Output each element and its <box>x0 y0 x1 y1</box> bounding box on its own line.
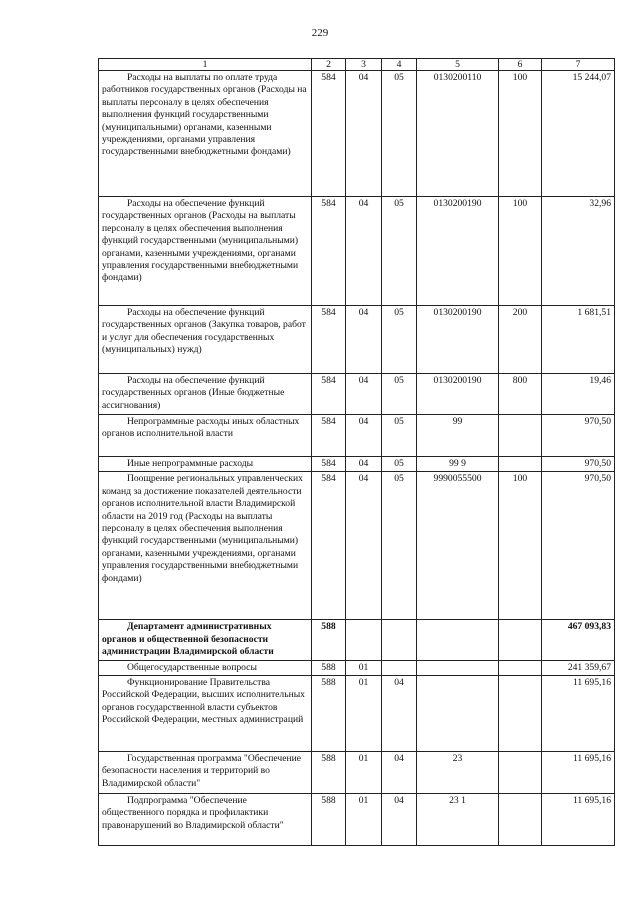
row-section: 04 <box>346 71 382 197</box>
row-subsection: 04 <box>382 676 417 752</box>
row-amount: 970,50 <box>542 472 615 620</box>
row-expense-type <box>499 457 542 472</box>
row-target-article <box>417 676 499 752</box>
row-name: Функционирование Правительства Российской Федерации, высших исполнительных органов государственной власти субъектов Российской Федерации, местных администраций <box>99 676 312 752</box>
row-subsection: 05 <box>382 374 417 415</box>
row-target-article: 9990055500 <box>417 472 499 620</box>
column-number-header: 3 <box>346 59 382 71</box>
table-row <box>99 752 615 794</box>
row-subsection: 05 <box>382 306 417 374</box>
row-target-article: 23 1 <box>417 794 499 846</box>
row-expense-type: 100 <box>499 472 542 620</box>
column-number-header: 4 <box>382 59 417 71</box>
row-name: Департамент административных органов и общественной безопасности администрации Владимирской области <box>99 620 312 660</box>
row-target-article: 0130200190 <box>417 197 499 306</box>
column-number-header: 2 <box>312 59 346 71</box>
row-section: 04 <box>346 472 382 620</box>
row-name: Общегосударственные вопросы <box>99 660 312 675</box>
row-subsection: 05 <box>382 197 417 306</box>
row-amount: 32,96 <box>542 197 615 306</box>
row-expense-type: 100 <box>499 71 542 197</box>
table-row <box>99 197 615 306</box>
row-expense-type <box>499 660 542 675</box>
table-row <box>99 306 615 374</box>
table-row <box>99 794 615 846</box>
row-expense-type: 200 <box>499 306 542 374</box>
row-name: Поощрение региональных управленческих команд за достижение показателей деятельности органов исполнительной власти Владимирской области на 2019 год (Расходы на выплаты персоналу в целях обеспечения выполнения функций государственными (муниципальными) органами, казенными учреждениями, органами управления государственными внебюджетными фондами) <box>99 472 312 620</box>
row-department-code: 588 <box>312 752 346 794</box>
column-number-header: 1 <box>99 59 312 71</box>
row-expense-type <box>499 415 542 457</box>
row-subsection: 05 <box>382 415 417 457</box>
column-number-header: 6 <box>499 59 542 71</box>
row-name: Расходы на выплаты по оплате труда работников государственных органов (Расходы на выплаты персоналу в целях обеспечения выполнения функций государственными (муниципальными) органами, казенными учреждениями, органами управления государственными внебюджетными фондами) <box>99 71 312 197</box>
row-name: Иные непрограммные расходы <box>99 457 312 472</box>
row-target-article: 0130200110 <box>417 71 499 197</box>
row-department-code: 584 <box>312 374 346 415</box>
row-department-code: 588 <box>312 676 346 752</box>
row-target-article <box>417 660 499 675</box>
row-amount: 11 695,16 <box>542 794 615 846</box>
table-row <box>99 676 615 752</box>
row-subsection: 04 <box>382 752 417 794</box>
row-target-article: 23 <box>417 752 499 794</box>
row-amount: 11 695,16 <box>542 752 615 794</box>
budget-table <box>98 58 615 846</box>
row-section: 04 <box>346 374 382 415</box>
table-row <box>99 415 615 457</box>
row-target-article: 0130200190 <box>417 306 499 374</box>
row-department-code: 584 <box>312 71 346 197</box>
row-section: 04 <box>346 457 382 472</box>
row-target-article: 99 <box>417 415 499 457</box>
row-expense-type <box>499 676 542 752</box>
row-department-code: 584 <box>312 306 346 374</box>
row-amount: 15 244,07 <box>542 71 615 197</box>
row-section: 04 <box>346 415 382 457</box>
row-section: 01 <box>346 794 382 846</box>
row-subsection: 05 <box>382 457 417 472</box>
row-amount: 970,50 <box>542 415 615 457</box>
row-amount: 1 681,51 <box>542 306 615 374</box>
table-row <box>99 472 615 620</box>
row-section <box>346 620 382 660</box>
row-subsection: 05 <box>382 71 417 197</box>
table-row <box>99 457 615 472</box>
row-section: 01 <box>346 660 382 675</box>
row-department-code: 584 <box>312 197 346 306</box>
row-section: 01 <box>346 676 382 752</box>
row-expense-type: 800 <box>499 374 542 415</box>
row-department-code: 588 <box>312 660 346 675</box>
row-department-code: 584 <box>312 415 346 457</box>
row-subsection: 05 <box>382 472 417 620</box>
row-target-article <box>417 620 499 660</box>
table-row <box>99 660 615 675</box>
row-name: Непрограммные расходы иных областных органов исполнительной власти <box>99 415 312 457</box>
row-section: 04 <box>346 197 382 306</box>
page-number: 229 <box>311 27 329 39</box>
row-target-article: 99 9 <box>417 457 499 472</box>
row-amount: 11 695,16 <box>542 676 615 752</box>
row-subsection: 04 <box>382 794 417 846</box>
row-expense-type: 100 <box>499 197 542 306</box>
row-subsection <box>382 660 417 675</box>
row-name: Расходы на обеспечение функций государственных органов (Закупка товаров, работ и услуг для обеспечения государственных (муниципальных) нужд) <box>99 306 312 374</box>
row-department-code: 584 <box>312 457 346 472</box>
table-row <box>99 620 615 660</box>
row-name: Подпрограмма "Обеспечение общественного порядка и профилактики правонарушений во Владимирской области" <box>99 794 312 846</box>
row-department-code: 584 <box>312 472 346 620</box>
row-section: 04 <box>346 306 382 374</box>
row-name: Расходы на обеспечение функций государственных органов (Иные бюджетные ассигнования) <box>99 374 312 415</box>
column-number-header: 5 <box>417 59 499 71</box>
row-target-article: 0130200190 <box>417 374 499 415</box>
column-number-header: 7 <box>542 59 615 71</box>
row-section: 01 <box>346 752 382 794</box>
row-subsection <box>382 620 417 660</box>
row-expense-type <box>499 752 542 794</box>
row-expense-type <box>499 794 542 846</box>
row-amount: 970,50 <box>542 457 615 472</box>
column-number-row <box>99 59 615 71</box>
table-body <box>99 71 615 846</box>
row-name: Расходы на обеспечение функций государственных органов (Расходы на выплаты персоналу в целях обеспечения выполнения функций государственными (муниципальными) органами, казенными учреждениями, органами управления государственными внебюджетными фондами) <box>99 197 312 306</box>
row-department-code: 588 <box>312 794 346 846</box>
row-amount: 467 093,83 <box>542 620 615 660</box>
row-amount: 241 359,67 <box>542 660 615 675</box>
table-row <box>99 374 615 415</box>
row-amount: 19,46 <box>542 374 615 415</box>
row-name: Государственная программа "Обеспечение безопасности населения и территорий во Владимирской области" <box>99 752 312 794</box>
row-department-code: 588 <box>312 620 346 660</box>
table-row <box>99 71 615 197</box>
row-expense-type <box>499 620 542 660</box>
